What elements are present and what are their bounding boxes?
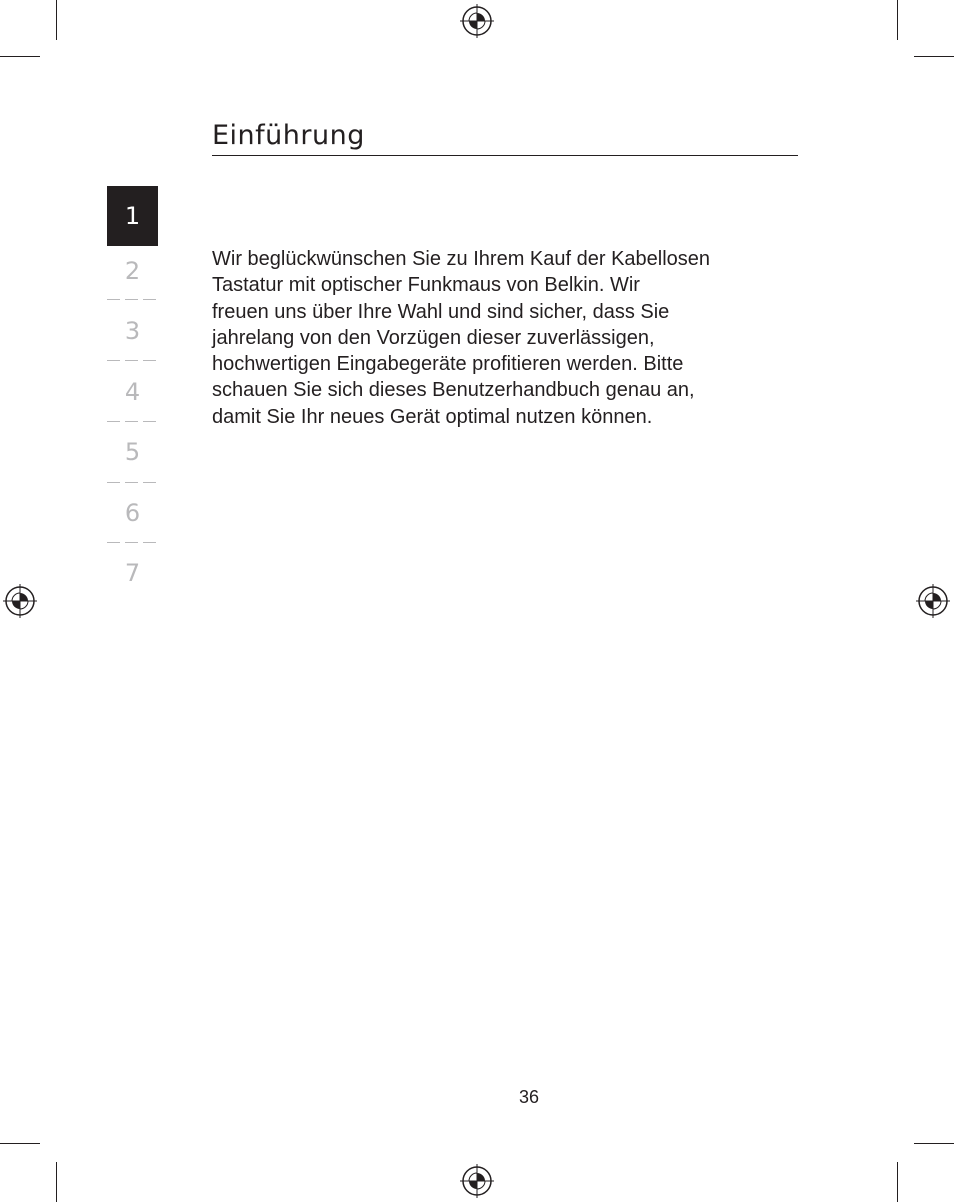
chapter-tab-5[interactable] (107, 439, 158, 469)
crop-mark-top-right-horizontal (914, 56, 954, 57)
page-number: 36 (518, 1087, 540, 1107)
paragraph-line: Tastatur mit optischer Funkmaus von Belkin. Wir (212, 274, 640, 297)
paragraph-line: damit Sie Ihr neues Gerät optimal nutzen können. (212, 405, 653, 428)
crop-mark-bottom-right-vertical (897, 1162, 898, 1202)
chapter-divider (107, 299, 158, 300)
chapter-divider (107, 542, 158, 543)
chapter-divider (107, 482, 158, 483)
paragraph-line: jahrelang von den Vorzügen dieser zuverlässigen, (212, 326, 655, 349)
registration-mark-icon (460, 1164, 494, 1198)
chapter-number: 2 (124, 257, 141, 285)
crop-mark-bottom-left-horizontal (0, 1143, 40, 1144)
registration-mark-icon (916, 584, 950, 618)
chapter-tab-7[interactable] (107, 560, 158, 590)
chapter-divider (107, 360, 158, 361)
registration-mark-icon (460, 4, 494, 38)
page-title: Einführung (212, 120, 365, 151)
crop-mark-top-right-vertical (897, 0, 898, 40)
paragraph-line: schauen Sie sich dieses Benutzerhandbuch genau an, (212, 379, 695, 402)
crop-mark-top-left-vertical (56, 0, 57, 40)
paragraph-line: freuen uns über Ihre Wahl und sind sicher, dass Sie (212, 300, 670, 323)
chapter-number: 1 (124, 202, 141, 230)
chapter-nav (107, 186, 158, 246)
chapter-tab-4[interactable] (107, 379, 158, 409)
chapter-tab-6[interactable] (107, 500, 158, 530)
registration-mark-icon (3, 584, 37, 618)
chapter-tab-2[interactable] (107, 258, 158, 288)
chapter-number: 7 (124, 559, 141, 587)
intro-paragraph (212, 246, 802, 430)
paragraph-line: Wir beglückwünschen Sie zu Ihrem Kauf der Kabellosen (212, 248, 711, 270)
crop-mark-top-left-horizontal (0, 56, 40, 57)
chapter-number: 6 (124, 499, 141, 527)
chapter-tab-3[interactable] (107, 318, 158, 348)
chapter-divider (107, 421, 158, 422)
chapter-tab-1[interactable] (107, 186, 158, 246)
paragraph-line: hochwertigen Eingabegeräte profitieren werden. Bitte (212, 353, 684, 376)
chapter-number: 5 (124, 438, 141, 466)
title-underline (212, 155, 798, 156)
crop-mark-bottom-right-horizontal (914, 1143, 954, 1144)
chapter-number: 3 (124, 317, 141, 345)
chapter-number: 4 (124, 378, 141, 406)
crop-mark-bottom-left-vertical (56, 1162, 57, 1202)
